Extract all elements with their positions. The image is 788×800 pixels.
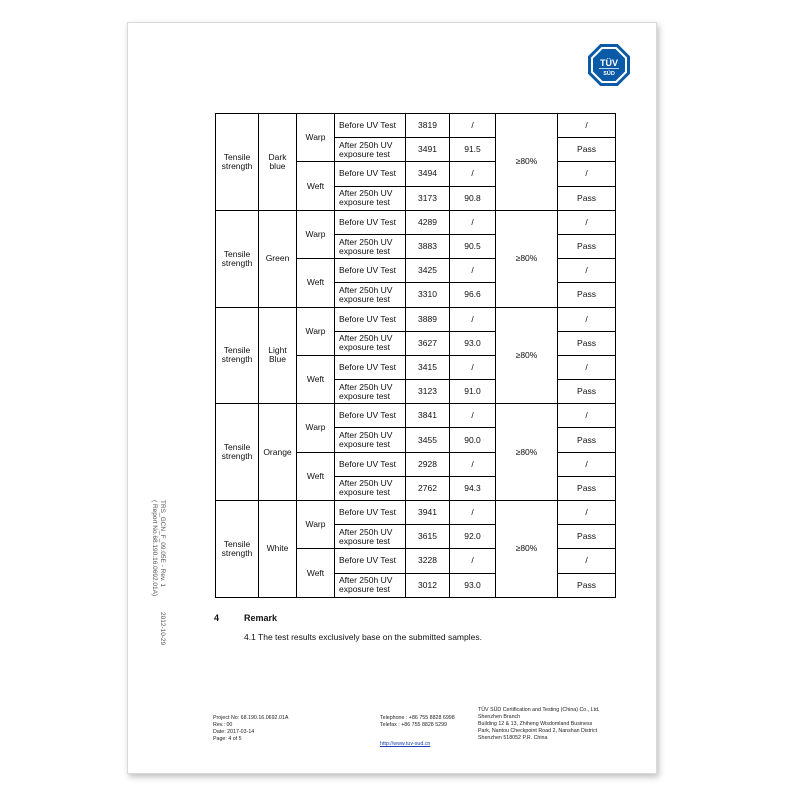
value-cell: 2762	[406, 476, 450, 500]
color-cell: Orange	[259, 404, 297, 501]
results-table	[215, 113, 616, 598]
property-cell: Tensile strength	[216, 404, 259, 501]
test-cell: After 250h UV exposure test	[335, 525, 406, 549]
result-cell: /	[558, 355, 616, 379]
test-cell: Before UV Test	[335, 549, 406, 573]
result-cell: Pass	[558, 186, 616, 210]
footer-website-link[interactable]: http://www.tuv-sud.cn	[380, 741, 431, 747]
footer-date: Date: 2017-03-14	[213, 729, 255, 735]
retention-cell: /	[450, 549, 496, 573]
test-cell: Before UV Test	[335, 307, 406, 331]
direction-cell: Warp	[297, 404, 335, 452]
retention-cell: 91.0	[450, 380, 496, 404]
retention-cell: 94.3	[450, 476, 496, 500]
result-cell: Pass	[558, 476, 616, 500]
side-note-line1: TRS_GCN_F_09.05E - Rev. 1	[159, 500, 166, 587]
value-cell: 3491	[406, 138, 450, 162]
test-cell: Before UV Test	[335, 355, 406, 379]
result-cell: /	[558, 307, 616, 331]
retention-cell: /	[450, 452, 496, 476]
side-note	[150, 500, 170, 660]
logo-text-bottom: SÜD	[603, 71, 615, 77]
footer-company-address2: Park, Nantou Checkpoint Road 2, Nanshan District	[478, 728, 598, 734]
footer-company	[478, 707, 600, 742]
criterion-cell: ≥80%	[496, 210, 558, 307]
retention-cell: /	[450, 355, 496, 379]
footer-company-branch: Shenzhen Branch	[478, 714, 521, 720]
table-row	[216, 501, 616, 525]
retention-cell: 90.8	[450, 186, 496, 210]
result-cell: /	[558, 259, 616, 283]
result-cell: /	[558, 162, 616, 186]
result-cell: Pass	[558, 138, 616, 162]
result-cell: /	[558, 549, 616, 573]
result-cell: Pass	[558, 525, 616, 549]
direction-cell: Warp	[297, 210, 335, 258]
test-cell: After 250h UV exposure test	[335, 573, 406, 597]
result-cell: Pass	[558, 573, 616, 597]
logo-text-top: TÜV	[600, 58, 618, 68]
direction-cell: Weft	[297, 259, 335, 307]
criterion-cell: ≥80%	[496, 501, 558, 598]
criterion-cell: ≥80%	[496, 307, 558, 404]
remark-text: 4.1 The test results exclusively base on the submitted samples.	[244, 632, 482, 642]
footer-project-info	[213, 715, 288, 743]
property-cell: Tensile strength	[216, 114, 259, 211]
table-row	[216, 210, 616, 234]
color-cell: Light Blue	[259, 307, 297, 404]
remark-number: 4	[214, 613, 220, 623]
value-cell: 3455	[406, 428, 450, 452]
retention-cell: 92.0	[450, 525, 496, 549]
footer-rev: Rev.: 00	[213, 722, 233, 728]
direction-cell: Weft	[297, 549, 335, 597]
retention-cell: /	[450, 307, 496, 331]
value-cell: 3627	[406, 331, 450, 355]
result-cell: /	[558, 404, 616, 428]
test-cell: Before UV Test	[335, 210, 406, 234]
footer-company-name: TÜV SÜD Certification and Testing (China) Co., Ltd.	[478, 707, 600, 713]
value-cell: 3425	[406, 259, 450, 283]
footer-company-address3: Shenzhen 518052 P.R. China	[478, 735, 548, 741]
value-cell: 3228	[406, 549, 450, 573]
result-cell: /	[558, 114, 616, 138]
side-note-date: 2012-10-29	[159, 612, 166, 646]
test-cell: After 250h UV exposure test	[335, 428, 406, 452]
table-row	[216, 404, 616, 428]
color-cell: Dark blue	[259, 114, 297, 211]
test-cell: After 250h UV exposure test	[335, 476, 406, 500]
result-cell: /	[558, 452, 616, 476]
retention-cell: 91.5	[450, 138, 496, 162]
footer-page: Page: 4 of 5	[213, 736, 242, 742]
test-cell: Before UV Test	[335, 404, 406, 428]
value-cell: 3889	[406, 307, 450, 331]
value-cell: 3173	[406, 186, 450, 210]
value-cell: 3615	[406, 525, 450, 549]
criterion-cell: ≥80%	[496, 404, 558, 501]
result-cell: Pass	[558, 428, 616, 452]
test-cell: Before UV Test	[335, 501, 406, 525]
direction-cell: Weft	[297, 452, 335, 500]
direction-cell: Weft	[297, 162, 335, 210]
footer-telephone: Telephone : +86 755 8828 6998	[380, 715, 455, 721]
retention-cell: /	[450, 404, 496, 428]
property-cell: Tensile strength	[216, 501, 259, 598]
property-cell: Tensile strength	[216, 307, 259, 404]
test-cell: After 250h UV exposure test	[335, 331, 406, 355]
value-cell: 3819	[406, 114, 450, 138]
value-cell: 3883	[406, 234, 450, 258]
test-cell: Before UV Test	[335, 259, 406, 283]
test-cell: Before UV Test	[335, 452, 406, 476]
result-cell: Pass	[558, 234, 616, 258]
test-cell: After 250h UV exposure test	[335, 138, 406, 162]
footer-company-address1: Building 12 & 13, Zhiheng Wisdomland Business	[478, 721, 593, 727]
tuv-sud-logo	[588, 44, 630, 86]
value-cell: 3841	[406, 404, 450, 428]
value-cell: 3123	[406, 380, 450, 404]
side-note-line2: ( Report No.68.190.16.0692.01A)	[151, 500, 158, 597]
retention-cell: /	[450, 501, 496, 525]
direction-cell: Warp	[297, 114, 335, 162]
test-cell: Before UV Test	[335, 162, 406, 186]
direction-cell: Warp	[297, 307, 335, 355]
retention-cell: 96.6	[450, 283, 496, 307]
test-cell: After 250h UV exposure test	[335, 283, 406, 307]
footer-project-no: Project No: 68.190.16.0692.01A	[213, 715, 289, 721]
value-cell: 3941	[406, 501, 450, 525]
result-cell: /	[558, 210, 616, 234]
result-cell: Pass	[558, 283, 616, 307]
retention-cell: 90.5	[450, 234, 496, 258]
value-cell: 3012	[406, 573, 450, 597]
test-cell: After 250h UV exposure test	[335, 380, 406, 404]
color-cell: Green	[259, 210, 297, 307]
test-cell: After 250h UV exposure test	[335, 186, 406, 210]
table-row	[216, 114, 616, 138]
retention-cell: /	[450, 210, 496, 234]
value-cell: 2928	[406, 452, 450, 476]
value-cell: 3415	[406, 355, 450, 379]
table-row	[216, 307, 616, 331]
result-cell: Pass	[558, 380, 616, 404]
direction-cell: Warp	[297, 501, 335, 549]
test-cell: After 250h UV exposure test	[335, 234, 406, 258]
retention-cell: 93.0	[450, 573, 496, 597]
color-cell: White	[259, 501, 297, 598]
footer-contact	[380, 715, 455, 748]
retention-cell: 93.0	[450, 331, 496, 355]
result-cell: Pass	[558, 331, 616, 355]
retention-cell: /	[450, 259, 496, 283]
direction-cell: Weft	[297, 355, 335, 403]
property-cell: Tensile strength	[216, 210, 259, 307]
value-cell: 3310	[406, 283, 450, 307]
retention-cell: /	[450, 162, 496, 186]
value-cell: 4289	[406, 210, 450, 234]
retention-cell: /	[450, 114, 496, 138]
criterion-cell: ≥80%	[496, 114, 558, 211]
value-cell: 3494	[406, 162, 450, 186]
remark-title: Remark	[244, 613, 278, 623]
retention-cell: 90.0	[450, 428, 496, 452]
test-cell: Before UV Test	[335, 114, 406, 138]
result-cell: /	[558, 501, 616, 525]
footer-telefax: Telefax : +86 755 8828 5299	[380, 722, 448, 728]
